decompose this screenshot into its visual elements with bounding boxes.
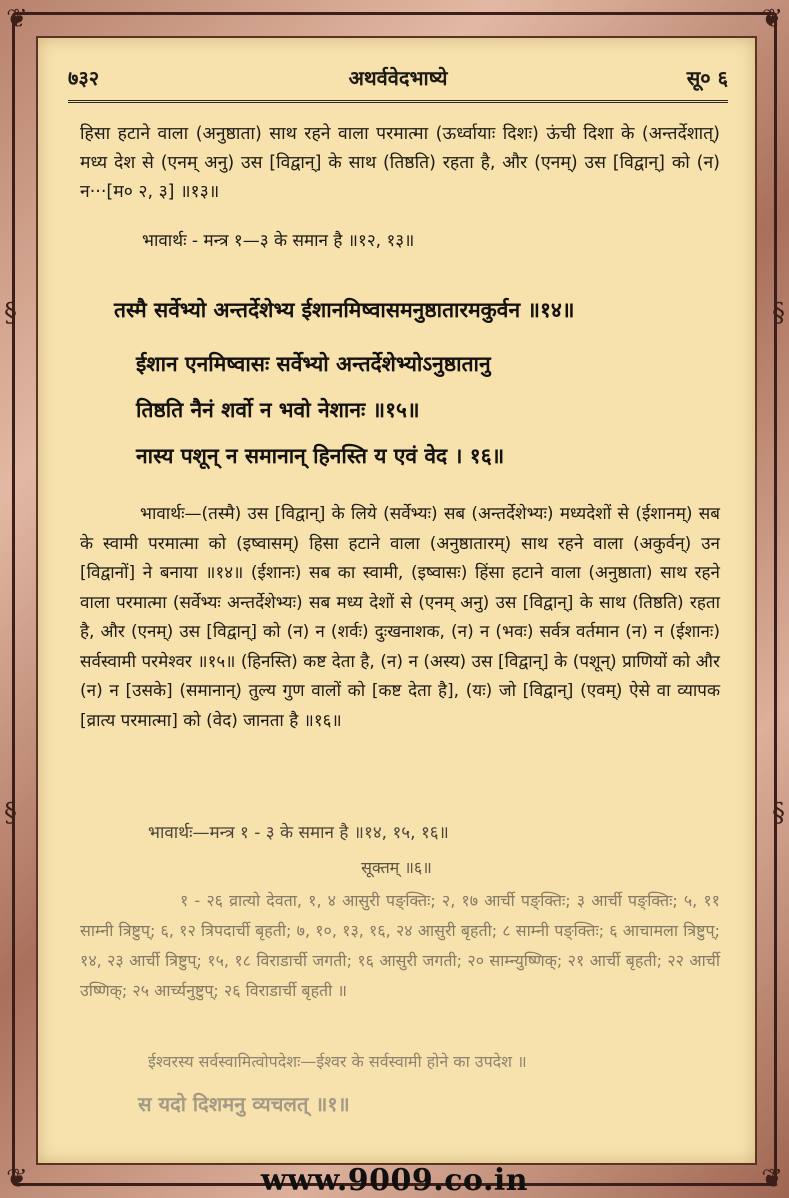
mantra-14: तस्मै सर्वेभ्यो अन्तर्देशेभ्य ईशानमिष्वासमनुष्ठातारमकुर्वन ॥१४॥ — [114, 297, 575, 322]
corner-ornament-bottom-right: ❦ — [761, 1164, 783, 1194]
corner-ornament-top-right: ❦ — [761, 4, 783, 34]
corner-ornament-bottom-left: ❦ — [6, 1164, 28, 1194]
commentary-paragraph-14-16: भावार्थः—(तस्मै) उस [विद्वान्] के लिये (सर्वेभ्यः) सब (अन्तर्देशेभ्यः) मध्यदेशों से (ईशानम्) सब के स्वामी परमात्मा को (इष्वासम्) हिसा हटाने वाला (अनुष्ठातारम्) साथ रहने वाला (अकुर्वन्) उन [विद्वानों] ने बनाया ॥१४॥ (ईशानः) सब का स्वामी, (इष्वासः) हिंसा हटाने वाला (अनुष्ठाता) साथ रहने वाला परमात्मा (सर्वेभ्यः अन्तर्देशेभ्यः) सब मध्य देशों से (एनम् अनु) उस [विद्वान्] के साथ (तिष्ठति) रहता है, और (एनम्) उस [विद्वान्] को (न) न (शर्वः) दुःखनाशक, (न) न (भवः) सर्वत्र वर्तमान (न) न (ईशानः) सर्वस्वामी परमेश्वर ॥१५॥ (हिनस्ति) कष्ट देता है, (न) न (अस्य) उस [विद्वान्] के (पशून्) प्राणियों को और (न) न [उसके] (समानान्) तुल्य गुण वालों को [कष्ट देता है], (यः) जो [विद्वान्] (एवम्) ऐसे वा व्यापक [व्रात्य परमात्मा] को (वेद) जानता है ॥१६॥ — [80, 504, 720, 731]
footer-website-url[interactable]: www.9009.co.in — [260, 1163, 529, 1198]
sukta-reference: सू० ६ — [686, 66, 728, 90]
side-ornament-right: § — [772, 298, 785, 328]
bhavarth-14-16: भावार्थः—मन्त्र १ - ३ के समान है ॥१४, १५, १६॥ — [148, 823, 449, 843]
devata-chhanda-note: १ - २६ व्रात्यो देवता, १, ४ आसुरी पङ्क्तिः; २, १७ आर्ची पङ्क्तिः; ३ आर्ची पङ्क्तिः; ५, ११ साम्नी त्रिष्टुप्; ६, १२ त्रिपदार्ची बृहती; ७, १०, १३, १६, २४ आसुरी बृहती; ८ साम्नी पङ्क्तिः; ६ आचामला त्रिष्टुप्; १४, २३ आर्ची त्रिष्टुप्; १५, १८ विराडार्ची जगती; १६ आसुरी जगती; २० साम्न्युष्णिक्; २१ आर्ची बृहती; २२ आर्ची उष्णिक्; २५ आर्च्यनुष्टुप्; २६ विराडार्ची बृहती ॥ — [80, 891, 720, 1000]
scanned-page — [36, 36, 757, 1165]
corner-ornament-top-left: ❦ — [6, 4, 28, 34]
bhavarth-12-13: भावार्थः - मन्त्र १—३ के समान है ॥१२, १३॥ — [142, 231, 415, 251]
side-ornament-left: § — [4, 798, 17, 828]
mantra-15-line-2: तिष्ठति नैनं शर्वो न भवो नेशानः ॥१५॥ — [136, 397, 420, 422]
book-title: अथर्ववेदभाष्ये — [348, 66, 448, 90]
sukta-end-marker: सूक्तम् ॥६॥ — [361, 858, 432, 877]
upadesh-line: ईश्वरस्य सर्वस्वामित्वोपदेशः—ईश्वर के सर्वस्वामी होने का उपदेश ॥ — [148, 1052, 527, 1071]
side-ornament-left: § — [4, 298, 17, 328]
header-rule — [68, 100, 728, 103]
mantra-16: नास्य पशून् न समानान् हिनस्ति य एवं वेद । १६॥ — [136, 443, 505, 468]
mantra-15-line-1: ईशान एनमिष्वासः सर्वेभ्यो अन्तर्देशेभ्योऽनुष्ठातानु — [136, 351, 491, 376]
next-mantra-line: स यदो दिशमनु व्यचलत् ॥१॥ — [138, 1092, 350, 1116]
commentary-paragraph-13: हिसा हटाने वाला (अनुष्ठाता) साथ रहने वाला परमात्मा (ऊर्ध्वायाः दिशः) ऊंची दिशा के (अन्तर्देशात्) मध्य देश से (एनम् अनु) उस [विद्वान्] के साथ (तिष्ठति) रहता है, और (एनम्) उस [विद्वान्] को (न) न···[म० २, ३] ॥१३॥ — [80, 124, 720, 202]
side-ornament-right: § — [772, 798, 785, 828]
page-header — [68, 64, 728, 98]
page-number: ७३२ — [68, 66, 100, 90]
